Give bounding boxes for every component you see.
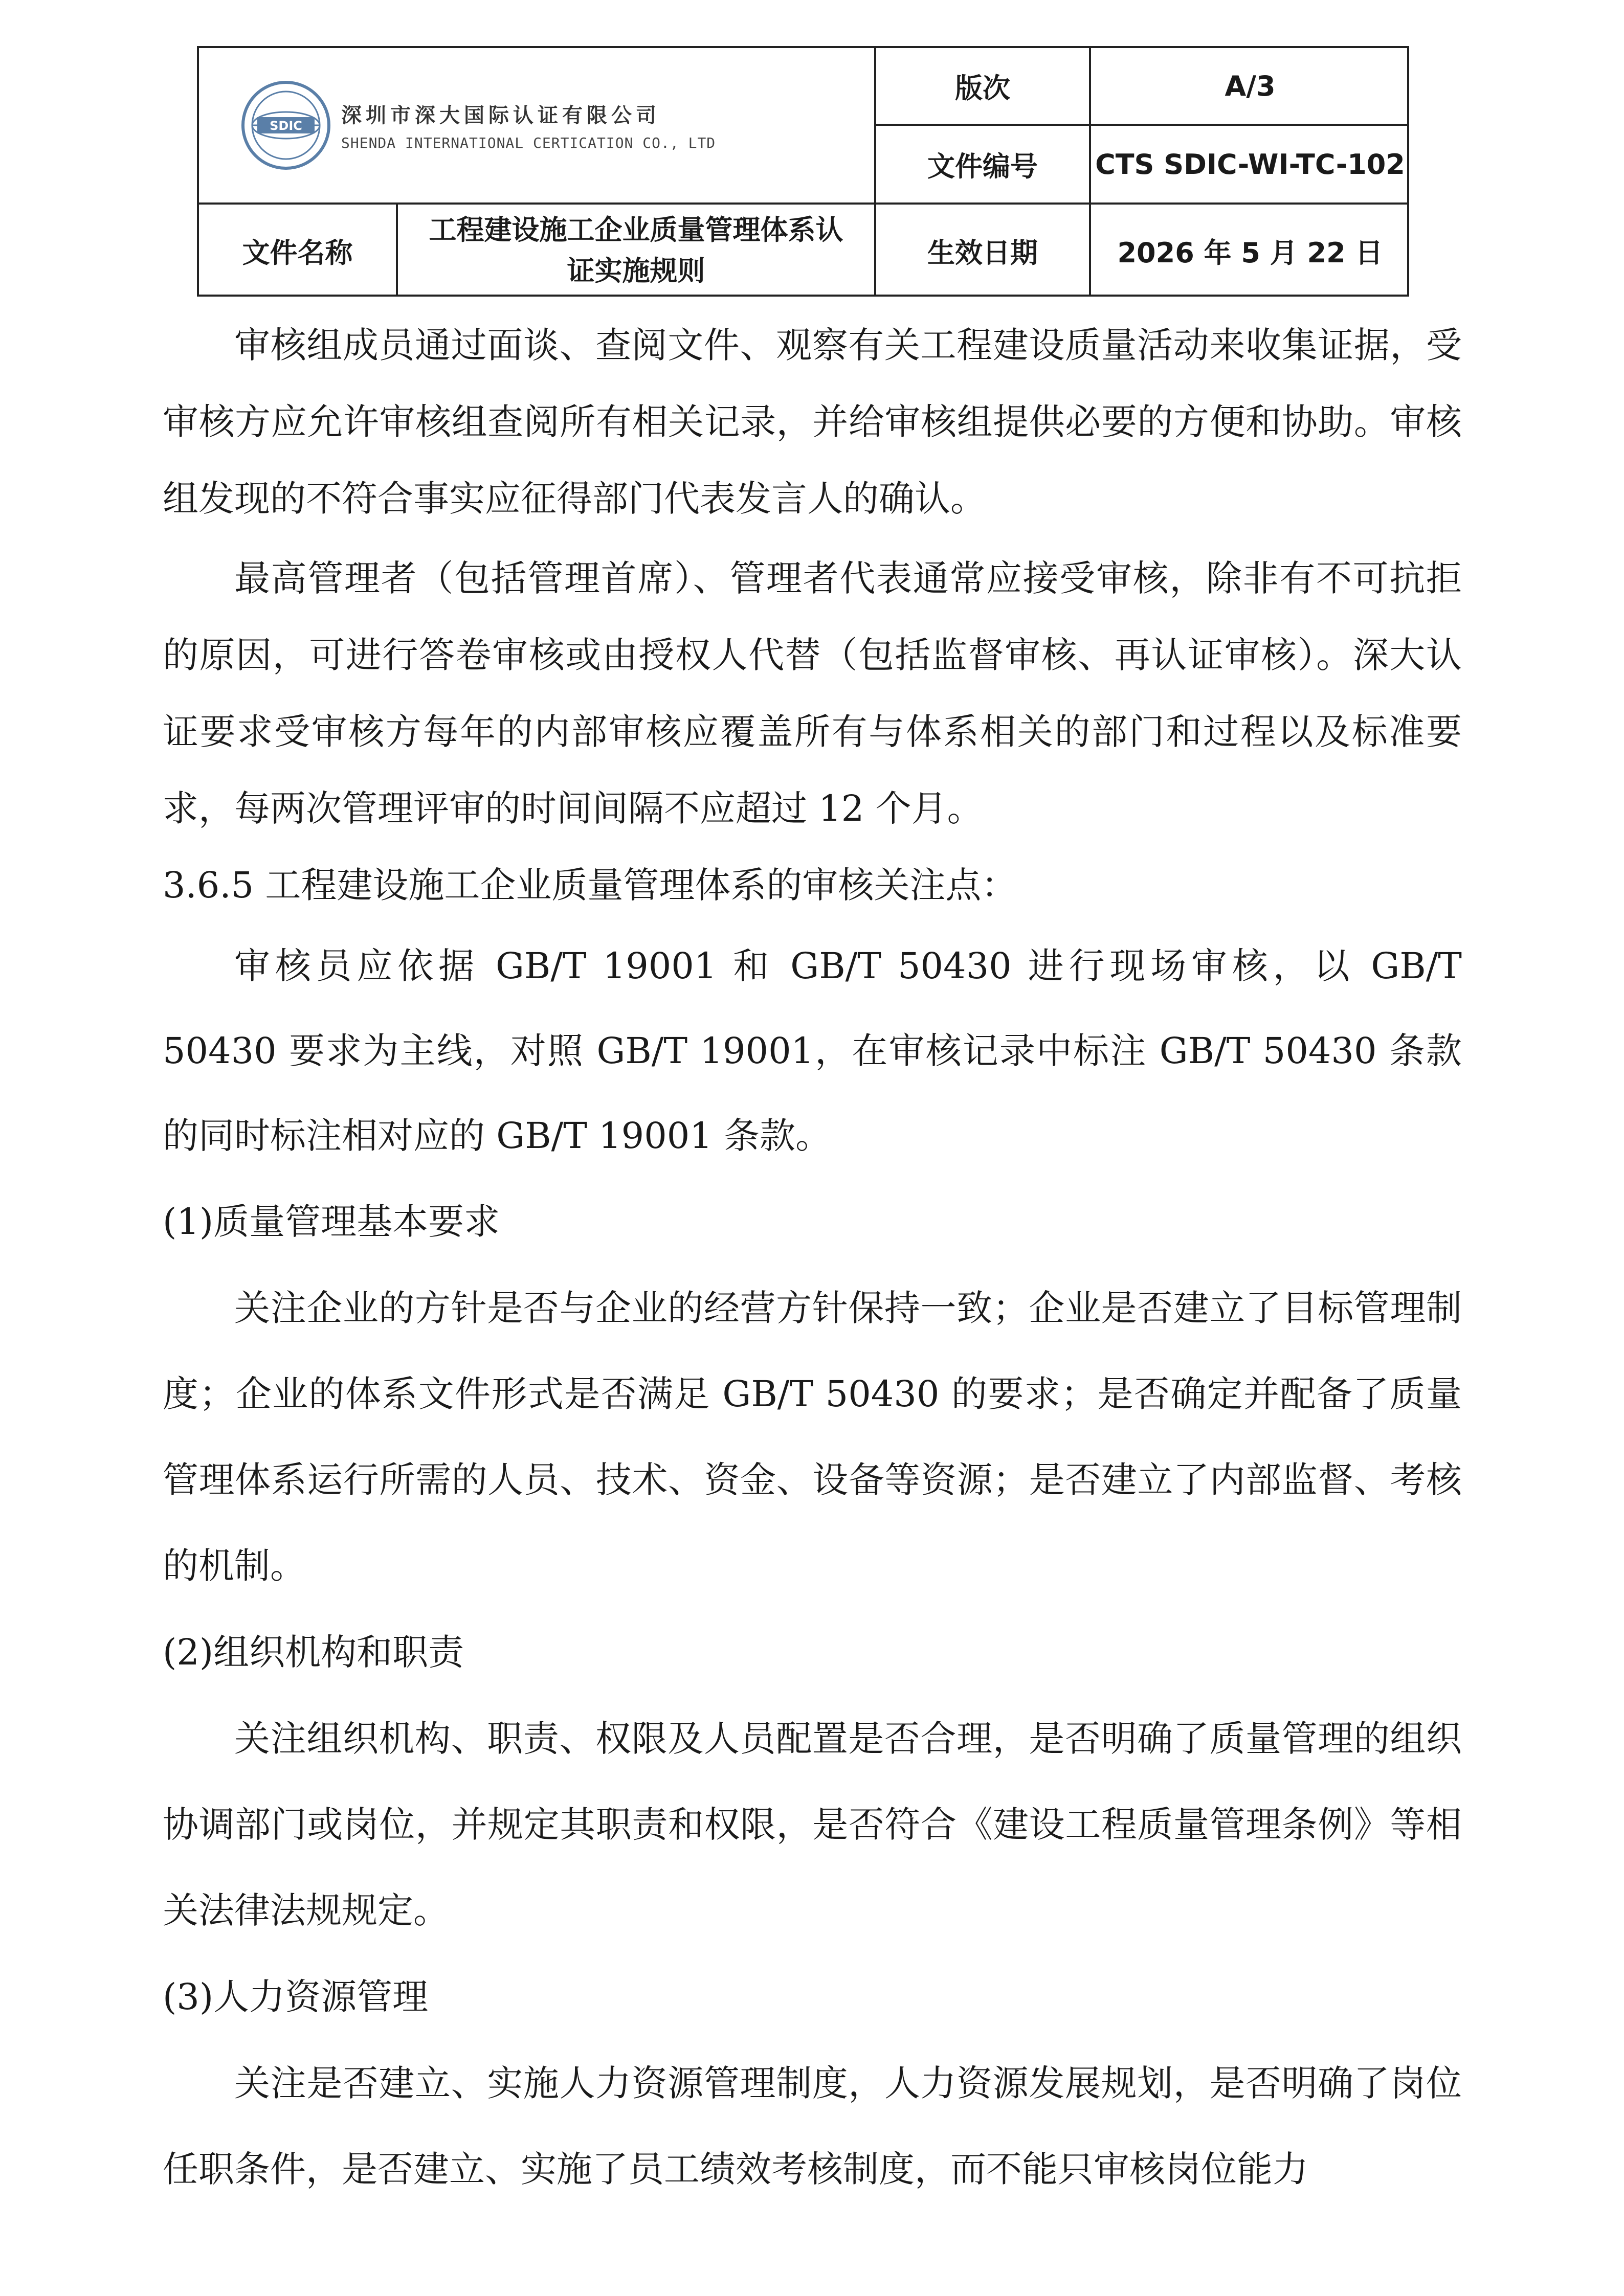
section-heading: 3.6.5 工程建设施工企业质量管理体系的审核关注点： xyxy=(163,864,1017,906)
subsection-heading: (3)人力资源管理 xyxy=(163,1976,429,2018)
company-logo-block xyxy=(199,48,874,202)
doc-number-value: CTS SDIC-WI-TC-102 xyxy=(1095,148,1405,181)
paragraph: 关注是否建立、实施人力资源管理制度，人力资源发展规划，是否明确了岗位任职条件，是否建立、实施了员工绩效考核制度，而不能只审核岗位能力 xyxy=(163,2062,1462,2190)
company-name-en: SHENDA INTERNATIONAL CERTICATION CO., LTD xyxy=(341,134,716,151)
doc-number-label: 文件编号 xyxy=(927,150,1038,183)
paragraph: 审核组成员通过面谈、查阅文件、观察有关工程建设质量活动来收集证据，受审核方应允许审核组查阅所有相关记录，并给审核组提供必要的方便和协助。审核组发现的不符合事实应征得部门代表发言人的确认。 xyxy=(163,324,1462,520)
company-logo-icon xyxy=(240,79,332,171)
subsection-heading: (2)组织机构和职责 xyxy=(163,1631,464,1673)
document-header-table xyxy=(197,46,1409,297)
version-label: 版次 xyxy=(955,72,1010,104)
effective-date-value: 2026 年 5 月 22 日 xyxy=(1117,236,1383,269)
company-name-cn: 深圳市深大国际认证有限公司 xyxy=(341,103,660,127)
paragraph: 关注企业的方针是否与企业的经营方针保持一致；企业是否建立了目标管理制度；企业的体系文件形式是否满足 GB/T 50430 的要求；是否确定并配备了质量管理体系运行所需的人员、技术、资金、设备等资源；是否建立了内部监督、考核的机制。 xyxy=(163,1287,1462,1587)
doc-name-label: 文件名称 xyxy=(242,236,353,269)
doc-name-value: 工程建设施工企业质量管理体系认证实施规则 xyxy=(429,214,843,287)
paragraph: 审核员应依据 GB/T 19001 和 GB/T 50430 进行现场审核，以 GB/T 50430 要求为主线，对照 GB/T 19001，在审核记录中标注 GB/T 50430 条款的同时标注相对应的 GB/T 19001 条款。 xyxy=(163,945,1462,1157)
document-body xyxy=(163,307,1462,2212)
paragraph: 最高管理者（包括管理首席）、管理者代表通常应接受审核，除非有不可抗拒的原因，可进行答卷审核或由授权人代替（包括监督审核、再认证审核）。深大认证要求受审核方每年的内部审核应覆盖所有与体系相关的部门和过程以及标准要求，每两次管理评审的时间间隔不应超过 12 个月。 xyxy=(163,557,1462,829)
logo-text: SDIC xyxy=(270,119,302,133)
version-value: A/3 xyxy=(1225,70,1276,102)
paragraph: 关注组织机构、职责、权限及人员配置是否合理，是否明确了质量管理的组织协调部门或岗位，并规定其职责和权限，是否符合《建设工程质量管理条例》等相关法律法规规定。 xyxy=(163,1718,1462,1931)
subsection-heading: (1)质量管理基本要求 xyxy=(163,1201,500,1243)
effective-date-label: 生效日期 xyxy=(927,236,1038,269)
